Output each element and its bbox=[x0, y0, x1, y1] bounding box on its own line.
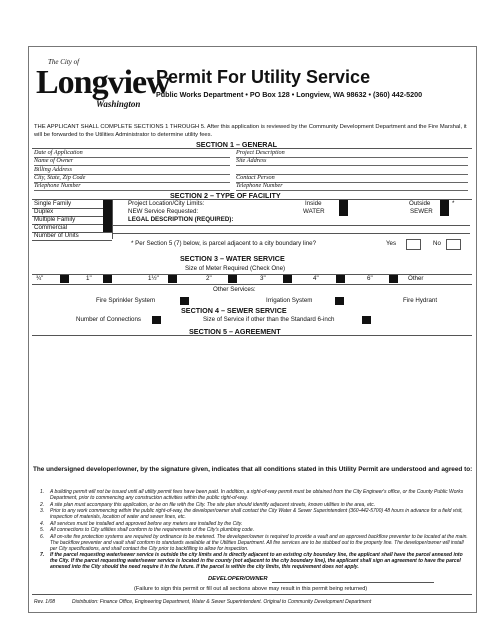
agreement-term bbox=[40, 527, 470, 533]
meter-size-label: 2" bbox=[206, 275, 212, 282]
meter-row-top bbox=[32, 274, 472, 275]
term-text: If the parcel requesting water/sewer service is outside the city limits and is directly adjacent to an existing city boundary line, the applicant shall have the parcel annexed into the City. If the parcel requesting water/sewer service is located in the county (not adjacent to the city boundary line), the applicant shall sign an agreement to have the parcel annexed into the City should the need require it in the future. If the parcel is within the city limits, this requirement does not apply. bbox=[50, 552, 463, 570]
legal-line-2 bbox=[112, 233, 470, 234]
outside-asterisk: * bbox=[452, 200, 455, 207]
term-number: 3. bbox=[40, 508, 45, 514]
section2-heading: SECTION 2 – TYPE OF FACILITY bbox=[170, 191, 281, 200]
irrigation-checkbox[interactable] bbox=[335, 297, 344, 305]
agreement-term bbox=[40, 521, 470, 527]
meter-size-label: ¾" bbox=[36, 275, 44, 282]
term-number: 6. bbox=[40, 533, 45, 540]
sewer-checkbox[interactable] bbox=[440, 208, 449, 216]
distribution-text: Distribution: Finance Office, Engineering Department, Water & Sewer Superintendent. Original to Community Development Department bbox=[72, 599, 372, 605]
connections-label: Number of Connections bbox=[76, 316, 142, 323]
term-text: All on-site fire protection systems are required by ordinance to be metered. The developer/owner is required to provide a vault and an approved backflow preventer to be located at the main. The backflow preventer and vault shall conform to standards available at the Utilities Department. All fire services are to be stubbed out to the property line. The developer/owner will install per City specifications, and shall contact the City prior to backfilling to allow for inspection. bbox=[50, 533, 468, 552]
logo-main-text: Longview bbox=[36, 64, 170, 101]
failure-note: (Failure to sign this permit or fill out all sections above may result in this permit being returned) bbox=[134, 586, 368, 592]
irrigation-label: Irrigation System bbox=[266, 297, 313, 304]
general-field-left[interactable]: Name of Owner bbox=[34, 157, 230, 166]
inside-checkbox[interactable] bbox=[339, 200, 348, 208]
general-field-right[interactable]: Telephone Number bbox=[236, 182, 468, 191]
no-label: No bbox=[433, 240, 441, 247]
term-number: 1. bbox=[40, 489, 45, 495]
section4-heading: SECTION 4 – SEWER SERVICE bbox=[181, 306, 287, 315]
yes-checkbox[interactable] bbox=[406, 239, 421, 250]
water-checkbox[interactable] bbox=[339, 208, 348, 216]
term-number: 2. bbox=[40, 501, 45, 508]
logo-top-text: The City of bbox=[48, 58, 80, 66]
connections-box[interactable] bbox=[152, 316, 161, 324]
general-field-left[interactable]: Date of Application bbox=[34, 149, 230, 158]
section1-heading: SECTION 1 – GENERAL bbox=[196, 140, 278, 149]
term-number: 5. bbox=[40, 527, 45, 533]
fire-sprinkler-checkbox[interactable] bbox=[180, 297, 189, 305]
meter-size-label: 4" bbox=[313, 275, 319, 282]
form-subtitle: Public Works Department • PO Box 128 • Longview, WA 98632 • (360) 442-5200 bbox=[156, 90, 423, 99]
meter-size-label: 3" bbox=[260, 275, 266, 282]
facility-type-label: Multiple Family bbox=[34, 216, 76, 223]
term-text: All services must be installed and approved before any meters are installed by the City. bbox=[50, 520, 243, 527]
meter-size-checkbox[interactable] bbox=[168, 275, 177, 283]
meter-size-label: Size of Meter Required (Check One) bbox=[185, 265, 286, 272]
facility-type-rule bbox=[32, 240, 112, 241]
service-size-box[interactable] bbox=[362, 316, 371, 324]
city-logo bbox=[34, 56, 170, 110]
meter-size-checkbox[interactable] bbox=[336, 275, 345, 283]
intro-text: THE APPLICANT SHALL COMPLETE SECTIONS 1 THROUGH 5. After this application is reviewed by the Community Development Department and the Fire Marshal, it will be forwarded to the Utilities Administrator to determine utility fees. bbox=[34, 124, 467, 138]
outside-checkbox[interactable] bbox=[440, 200, 449, 208]
project-location-label: Project Location/City Limits: bbox=[128, 200, 205, 207]
agreement-intro: The undersigned developer/owner, by the signature given, indicates that all conditions stated in this Utility Permit are understood and agreed to: bbox=[33, 466, 473, 473]
service-size-label: Size of Service if other than the Standard 6-inch bbox=[203, 316, 335, 323]
facility-type-checkbox[interactable] bbox=[103, 216, 112, 224]
meter-size-label: 6" bbox=[367, 275, 373, 282]
section3-heading: SECTION 3 – WATER SERVICE bbox=[180, 254, 285, 263]
signature-label: DEVELOPER/OWNER bbox=[208, 576, 268, 582]
term-number: 4. bbox=[40, 520, 45, 527]
term-text: A site plan must accompany this application, or be on file with the City. The site plan should identify adjacent streets, known utilities in the area, etc. bbox=[50, 501, 376, 508]
general-field-right[interactable]: Project Description bbox=[236, 149, 468, 158]
general-field-left[interactable]: Telephone Number bbox=[34, 182, 230, 191]
meter-size-checkbox[interactable] bbox=[60, 275, 69, 283]
term-text: A building permit will not be issued until all utility permit fees have been paid. In addition, a right-of-way permit must be obtained from the City Engineer's office, or the County Public Works Department, prior to commencing any construction activities within the public right-of-way. bbox=[50, 489, 464, 501]
legal-line-1 bbox=[112, 225, 470, 226]
fire-sprinkler-label: Fire Sprinkler System bbox=[96, 297, 156, 304]
agreement-terms bbox=[40, 489, 470, 571]
revision-text: Rev. 1/08 bbox=[34, 599, 56, 605]
general-field-right[interactable]: Contact Person bbox=[236, 174, 468, 183]
agreement-term bbox=[40, 552, 470, 570]
facility-type-label: Number of Units bbox=[34, 232, 79, 239]
other-services-label: Other Services: bbox=[213, 286, 256, 293]
fire-hydrant-label: Fire Hydrant bbox=[403, 297, 438, 304]
new-service-label: NEW Service Requested: bbox=[128, 208, 199, 215]
section5-heading: SECTION 5 – AGREEMENT bbox=[189, 327, 281, 336]
meter-size-checkbox[interactable] bbox=[283, 275, 292, 283]
legal-description-label: LEGAL DESCRIPTION (REQUIRED): bbox=[128, 216, 234, 223]
meter-size-checkbox[interactable] bbox=[228, 275, 237, 283]
meter-size-checkbox[interactable] bbox=[103, 275, 112, 283]
signature-line[interactable] bbox=[272, 582, 434, 583]
term-text: Prior to any work commencing within the public right-of-way, the developer/owner shall contact the City Water & Sewer Superintendent (360-442-5700) 48 hours in advance for a field visit, inspection of materials, location of water and sewer lines, etc. bbox=[50, 508, 463, 520]
facility-type-label: Commercial bbox=[34, 224, 68, 231]
agreement-term bbox=[40, 502, 470, 508]
section5-rule bbox=[32, 335, 472, 336]
facility-type-label: Duplex bbox=[34, 208, 54, 215]
meter-size-label: 1" bbox=[86, 275, 92, 282]
footer-rule bbox=[32, 594, 472, 595]
no-checkbox[interactable] bbox=[446, 239, 461, 250]
facility-type-label: Single Family bbox=[34, 200, 72, 207]
water-label: WATER bbox=[303, 208, 325, 215]
yes-label: Yes bbox=[386, 240, 397, 247]
term-number: 7. bbox=[40, 552, 45, 558]
boundary-question: * Per Section 5 (7) below, is parcel adjacent to a city boundary line? bbox=[131, 240, 317, 247]
agreement-term bbox=[40, 489, 470, 501]
facility-type-checkbox[interactable] bbox=[103, 224, 112, 232]
inside-label: Inside bbox=[305, 200, 322, 207]
section2-rule bbox=[32, 199, 472, 200]
logo-bottom-text: Washington bbox=[96, 99, 141, 109]
general-field-left[interactable]: Billing Address bbox=[34, 166, 230, 175]
form-title: Permit For Utility Service bbox=[156, 67, 371, 87]
meter-size-checkbox[interactable] bbox=[389, 275, 398, 283]
outside-label: Outside bbox=[409, 200, 431, 207]
facility-type-checkbox[interactable] bbox=[103, 200, 112, 208]
term-text: All connections to City utilities shall conform to the requirements of the City's plumbing code. bbox=[50, 527, 255, 533]
agreement-term bbox=[40, 508, 470, 520]
facility-type-checkbox[interactable] bbox=[103, 208, 112, 216]
sewer-label: SEWER bbox=[410, 208, 433, 215]
general-field-right[interactable]: Site Address bbox=[236, 157, 468, 166]
general-field-left[interactable]: City, State, Zip Code bbox=[34, 174, 230, 183]
meter-size-label: Other bbox=[408, 275, 424, 282]
meter-size-label: 1½" bbox=[148, 275, 159, 282]
agreement-term bbox=[40, 534, 470, 552]
meter-row-bottom bbox=[32, 284, 472, 285]
